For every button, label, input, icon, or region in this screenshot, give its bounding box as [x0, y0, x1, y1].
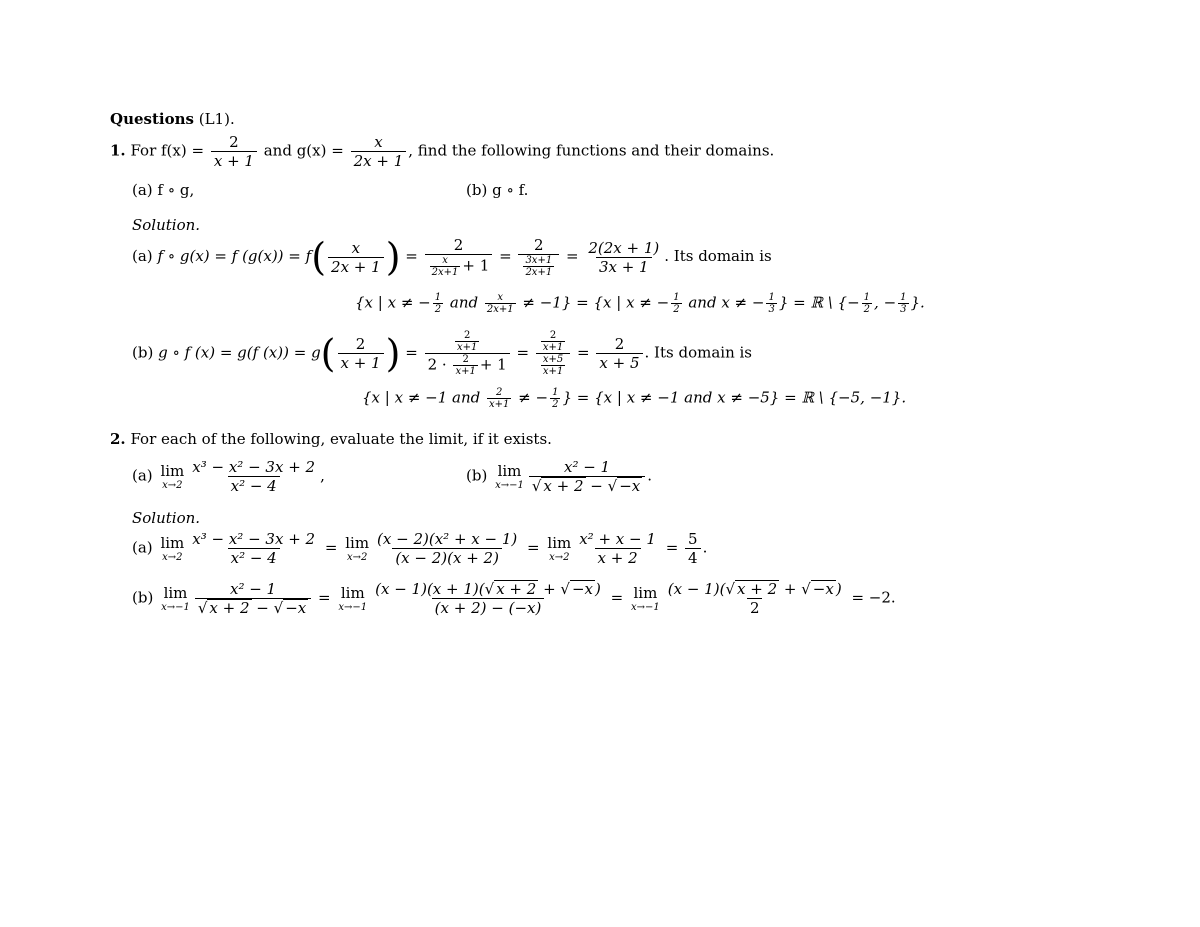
half-fraction: [433, 292, 443, 315]
frac-den: 2: [673, 304, 680, 315]
domain-text: } = {x | x ≠ −1 and x ≠ −5} = ℝ \ {−5, −1}.: [562, 388, 907, 407]
q2a-num: x³ − x² − 3x + 2: [192, 458, 316, 476]
frac-num: 1: [673, 292, 680, 303]
heading-level: (L1).: [198, 110, 235, 128]
lim-subscript: x→−1: [631, 602, 660, 613]
domain-text: {x | x ≠ −: [355, 293, 431, 312]
frac-num: x: [497, 292, 504, 303]
q2-statement: [110, 429, 552, 449]
sol-b-frac3: [596, 335, 642, 372]
frac-num: 2: [496, 387, 503, 398]
g-denominator: 2x + 1: [351, 151, 407, 170]
third-fraction: [898, 292, 908, 315]
domain-text: }.: [910, 293, 925, 312]
sol-b-label: (b): [132, 343, 154, 362]
limit-operator: [160, 462, 184, 491]
frac-den: 2: [552, 399, 559, 410]
frac-den: x + 2: [595, 548, 641, 567]
minus-sign: −: [585, 477, 608, 495]
plus-sign: +: [779, 580, 802, 598]
num-prefix: (x − 1)(x + 1)(: [375, 580, 485, 598]
q1-statement: [110, 133, 774, 170]
frac-num: 1: [900, 292, 907, 303]
sqrt-radicand: −x: [285, 599, 307, 617]
sol-a-domain: [355, 292, 925, 315]
sqrt-radicand: −x: [812, 580, 834, 598]
frac-num: (x − 1)(x + 1)(√ x + 2 + √ −x ): [375, 580, 601, 598]
sol-b-frac2: [536, 330, 570, 377]
questions-heading: [110, 109, 235, 129]
q1-part-a: (a) f ∘ g,: [132, 181, 195, 199]
frac-den: (x − 2)(x + 2): [392, 548, 502, 567]
sol-a-inner-fraction: [328, 239, 384, 276]
left-paren: (: [320, 331, 336, 376]
lim-subscript: x→2: [162, 552, 183, 563]
nested-num: x+5: [542, 354, 564, 365]
sol-a-frac2-num: 2: [534, 236, 544, 254]
frac-den: x+1: [489, 399, 510, 410]
sol-b-frac1-num: [450, 330, 484, 353]
sol-a-frac1-num: 2: [453, 236, 464, 254]
limit-operator: [547, 534, 571, 563]
nested-den: x+1: [542, 366, 564, 377]
sol-a-frac1: [425, 236, 493, 278]
frac-num: 1: [434, 292, 442, 303]
half-fraction: [862, 292, 872, 315]
nested-tail: + 1: [462, 256, 490, 275]
q1-solution-label: Solution.: [132, 216, 201, 234]
sqrt-radicand: −x: [619, 477, 641, 495]
q2-part-b-label: (b): [466, 466, 488, 485]
num-suffix: ): [835, 580, 842, 598]
sqrt-radicand: x + 2: [209, 599, 250, 617]
frac-den: 2: [747, 598, 763, 617]
q1-part-b: (b) g ∘ f.: [466, 181, 529, 199]
sol-a-frac1-den: [425, 254, 493, 278]
equals-sign: =: [577, 343, 590, 362]
sol-b-frac3-num: 2: [614, 335, 625, 353]
nested-fraction: [523, 255, 554, 278]
frac-den: (x + 2) − (−x): [432, 598, 545, 617]
third-fraction: [766, 292, 776, 315]
lim-subscript: x→2: [162, 480, 183, 491]
frac-den: √ x + 2 − √ −x: [195, 598, 311, 617]
equals-sign: =: [565, 247, 579, 265]
sqrt-radicand: x + 2: [496, 580, 537, 598]
equals-sign: =: [405, 247, 418, 265]
lim-text: lim: [497, 462, 522, 480]
frac-num: 1: [863, 292, 871, 303]
sol-b-frac3-den: x + 5: [596, 353, 642, 372]
nested-num: 3x+1: [525, 255, 553, 266]
limit-operator: [161, 584, 190, 613]
sqrt-radicand: −x: [571, 580, 593, 598]
lim-subscript: x→−1: [338, 602, 368, 613]
sol-label: (a): [132, 538, 153, 557]
plus-sign: +: [538, 580, 561, 598]
lim-subscript: x→−1: [495, 480, 524, 491]
lim-text: lim: [163, 584, 188, 602]
frac-den: 2x+1: [486, 304, 514, 315]
den-prefix: 2 ·: [427, 355, 447, 374]
domain-text: , −: [874, 293, 897, 312]
sol-b-frac1: [425, 330, 510, 377]
domain-text: } = ℝ \ {−: [778, 293, 860, 312]
frac-den: 3: [768, 304, 775, 315]
lim-subscript: x→−1: [161, 602, 190, 613]
nested-den: x+1: [455, 366, 476, 377]
nested-num: 2: [463, 330, 471, 341]
nested-num: x: [442, 255, 448, 266]
lim-text: lim: [345, 534, 370, 552]
frac-den: 2: [863, 304, 871, 315]
frac-num: 1: [768, 292, 775, 303]
q1-solution-a: [132, 236, 772, 278]
frac-den: 3: [900, 304, 907, 315]
f-denominator: x + 1: [211, 151, 257, 170]
sol-b-frac1-den: [425, 353, 510, 377]
sol-a-frac3-den: 3x + 1: [596, 257, 652, 276]
sol-b-lhs: g ∘ f (x) = g(f (x)) = g: [158, 343, 321, 362]
sol-b-domain: [362, 387, 906, 410]
q2-solution-b: [132, 580, 896, 617]
expr-fraction: [487, 387, 511, 410]
q1-prompt-pre: For f(x) =: [130, 141, 205, 160]
equals-sign: =: [665, 538, 679, 557]
equals-sign: =: [318, 588, 331, 607]
sol-b-inner-fraction: [338, 335, 384, 372]
lim-text: lim: [340, 584, 365, 602]
sol-a-label: (a): [132, 247, 153, 265]
lim-text: lim: [547, 534, 572, 552]
nested-num: 2: [462, 354, 469, 365]
num-suffix: ): [595, 580, 601, 598]
sol-fraction: [189, 530, 318, 567]
nested-fraction: [453, 354, 477, 377]
lim-text: lim: [160, 462, 185, 480]
frac-num: (x − 2)(x² + x − 1): [377, 530, 518, 548]
q2b-tail: .: [647, 466, 653, 485]
sol-a-frac2: [518, 236, 559, 278]
lim-subscript: x→2: [346, 552, 368, 563]
sol-a-inner-den: 2x + 1: [328, 257, 384, 276]
sol-fraction: [576, 530, 659, 567]
sol-a-lhs: f ∘ g(x) = f (g(x)) = f: [157, 247, 312, 265]
sol-a-frac3-num: 2(2x + 1): [588, 238, 660, 257]
f-numerator: 2: [229, 133, 239, 151]
period: .: [702, 538, 708, 557]
equals-sign: =: [499, 247, 512, 265]
sol-a-inner-num: x: [351, 238, 361, 257]
frac-den: x² − 4: [228, 548, 280, 567]
q2-solution-a: [132, 530, 707, 567]
right-paren: ): [385, 331, 401, 376]
half-fraction: [671, 292, 681, 315]
q2-part-a-label: (a): [132, 466, 153, 485]
right-paren: ): [385, 235, 401, 279]
expr-fraction: [485, 292, 516, 315]
equals-sign: =: [610, 588, 624, 607]
sol-fraction: [374, 530, 520, 567]
nested-den: 2x+1: [525, 267, 553, 278]
sol-fraction: [685, 530, 701, 567]
q2-number: 2.: [110, 430, 126, 448]
sol-fraction: [665, 580, 845, 617]
sol-a-tail: . Its domain is: [664, 247, 772, 265]
lim-text: lim: [633, 584, 658, 602]
sqrt-radicand: x + 2: [737, 580, 778, 598]
frac-den: 4: [685, 548, 701, 567]
domain-text: {x | x ≠ −1 and: [362, 388, 486, 407]
nested-fraction: [430, 255, 461, 278]
limit-operator: [631, 584, 660, 613]
q1-number: 1.: [110, 141, 126, 160]
q1-solution-b: [132, 330, 752, 377]
q2a-den: x² − 4: [228, 476, 280, 495]
q2-solution-label: Solution.: [132, 509, 201, 527]
minus-sign: −: [251, 599, 274, 617]
final-result: = −2.: [851, 588, 896, 607]
nested-tail: + 1: [479, 355, 507, 374]
sol-b-inner-num: 2: [355, 335, 366, 353]
q2b-den: √ x + 2 − √ −x: [529, 476, 645, 495]
q2a-tail: ,: [320, 466, 325, 485]
frac-den: 2: [434, 304, 442, 315]
limit-operator: [345, 534, 369, 563]
nested-num: 2: [549, 330, 557, 341]
g-definition-fraction: [351, 133, 407, 170]
sol-fraction: [372, 580, 604, 617]
frac-num: 1: [552, 387, 559, 398]
equals-sign: =: [527, 538, 540, 557]
frac-num: x² + x − 1: [579, 530, 656, 548]
limit-operator: [338, 584, 367, 613]
q2-part-a: [132, 458, 325, 495]
sol-b-frac2-num: [536, 330, 570, 353]
frac-num: x³ − x² − 3x + 2: [192, 530, 316, 548]
q1-prompt-post: , find the following functions and their domains.: [408, 141, 775, 160]
lim-subscript: x→2: [549, 552, 570, 563]
limit-operator: [160, 534, 184, 563]
q1-mid-text: and g(x) =: [263, 141, 344, 160]
nested-fraction: [455, 330, 479, 353]
domain-text: ≠ −: [513, 388, 549, 407]
domain-text: and x ≠ −: [683, 293, 765, 312]
q2b-num: x² − 1: [563, 458, 611, 476]
nested-den: x+1: [456, 342, 478, 353]
sol-label: (b): [132, 588, 154, 607]
equals-sign: =: [324, 538, 338, 557]
nested-den: 2x+1: [431, 267, 459, 278]
sol-a-frac2-den: [518, 254, 559, 278]
domain-text: and: [445, 293, 483, 312]
lim-text: lim: [160, 534, 185, 552]
sol-fraction: [195, 580, 311, 617]
equals-sign: =: [405, 343, 418, 362]
f-definition-fraction: [211, 133, 257, 170]
q2-prompt: For each of the following, evaluate the limit, if it exists.: [130, 430, 552, 448]
q2a-fraction: [189, 458, 318, 495]
heading-title: Questions: [110, 110, 194, 128]
sol-b-inner-den: x + 1: [338, 353, 384, 372]
num-prefix: (x − 1)(: [667, 580, 726, 598]
limit-operator: [495, 462, 524, 491]
q2-part-b: [466, 458, 652, 495]
half-fraction: [550, 387, 560, 410]
sqrt-radicand: x + 2: [543, 477, 584, 495]
sol-b-frac2-den: [536, 353, 570, 377]
sol-b-tail: . Its domain is: [644, 343, 752, 362]
nested-den: x+1: [542, 342, 564, 353]
equals-sign: =: [516, 343, 530, 362]
frac-num: x² − 1: [229, 580, 277, 598]
sol-a-frac3: [585, 239, 662, 276]
domain-text: ≠ −1} = {x | x ≠ −: [517, 293, 670, 312]
frac-num: (x − 1)(√ x + 2 + √ −x ): [667, 580, 842, 598]
frac-num: 5: [688, 530, 698, 548]
g-numerator: x: [374, 133, 383, 151]
nested-fraction: [541, 354, 565, 377]
left-paren: (: [311, 235, 327, 279]
nested-fraction: [541, 330, 565, 353]
q2b-fraction: [529, 458, 645, 495]
